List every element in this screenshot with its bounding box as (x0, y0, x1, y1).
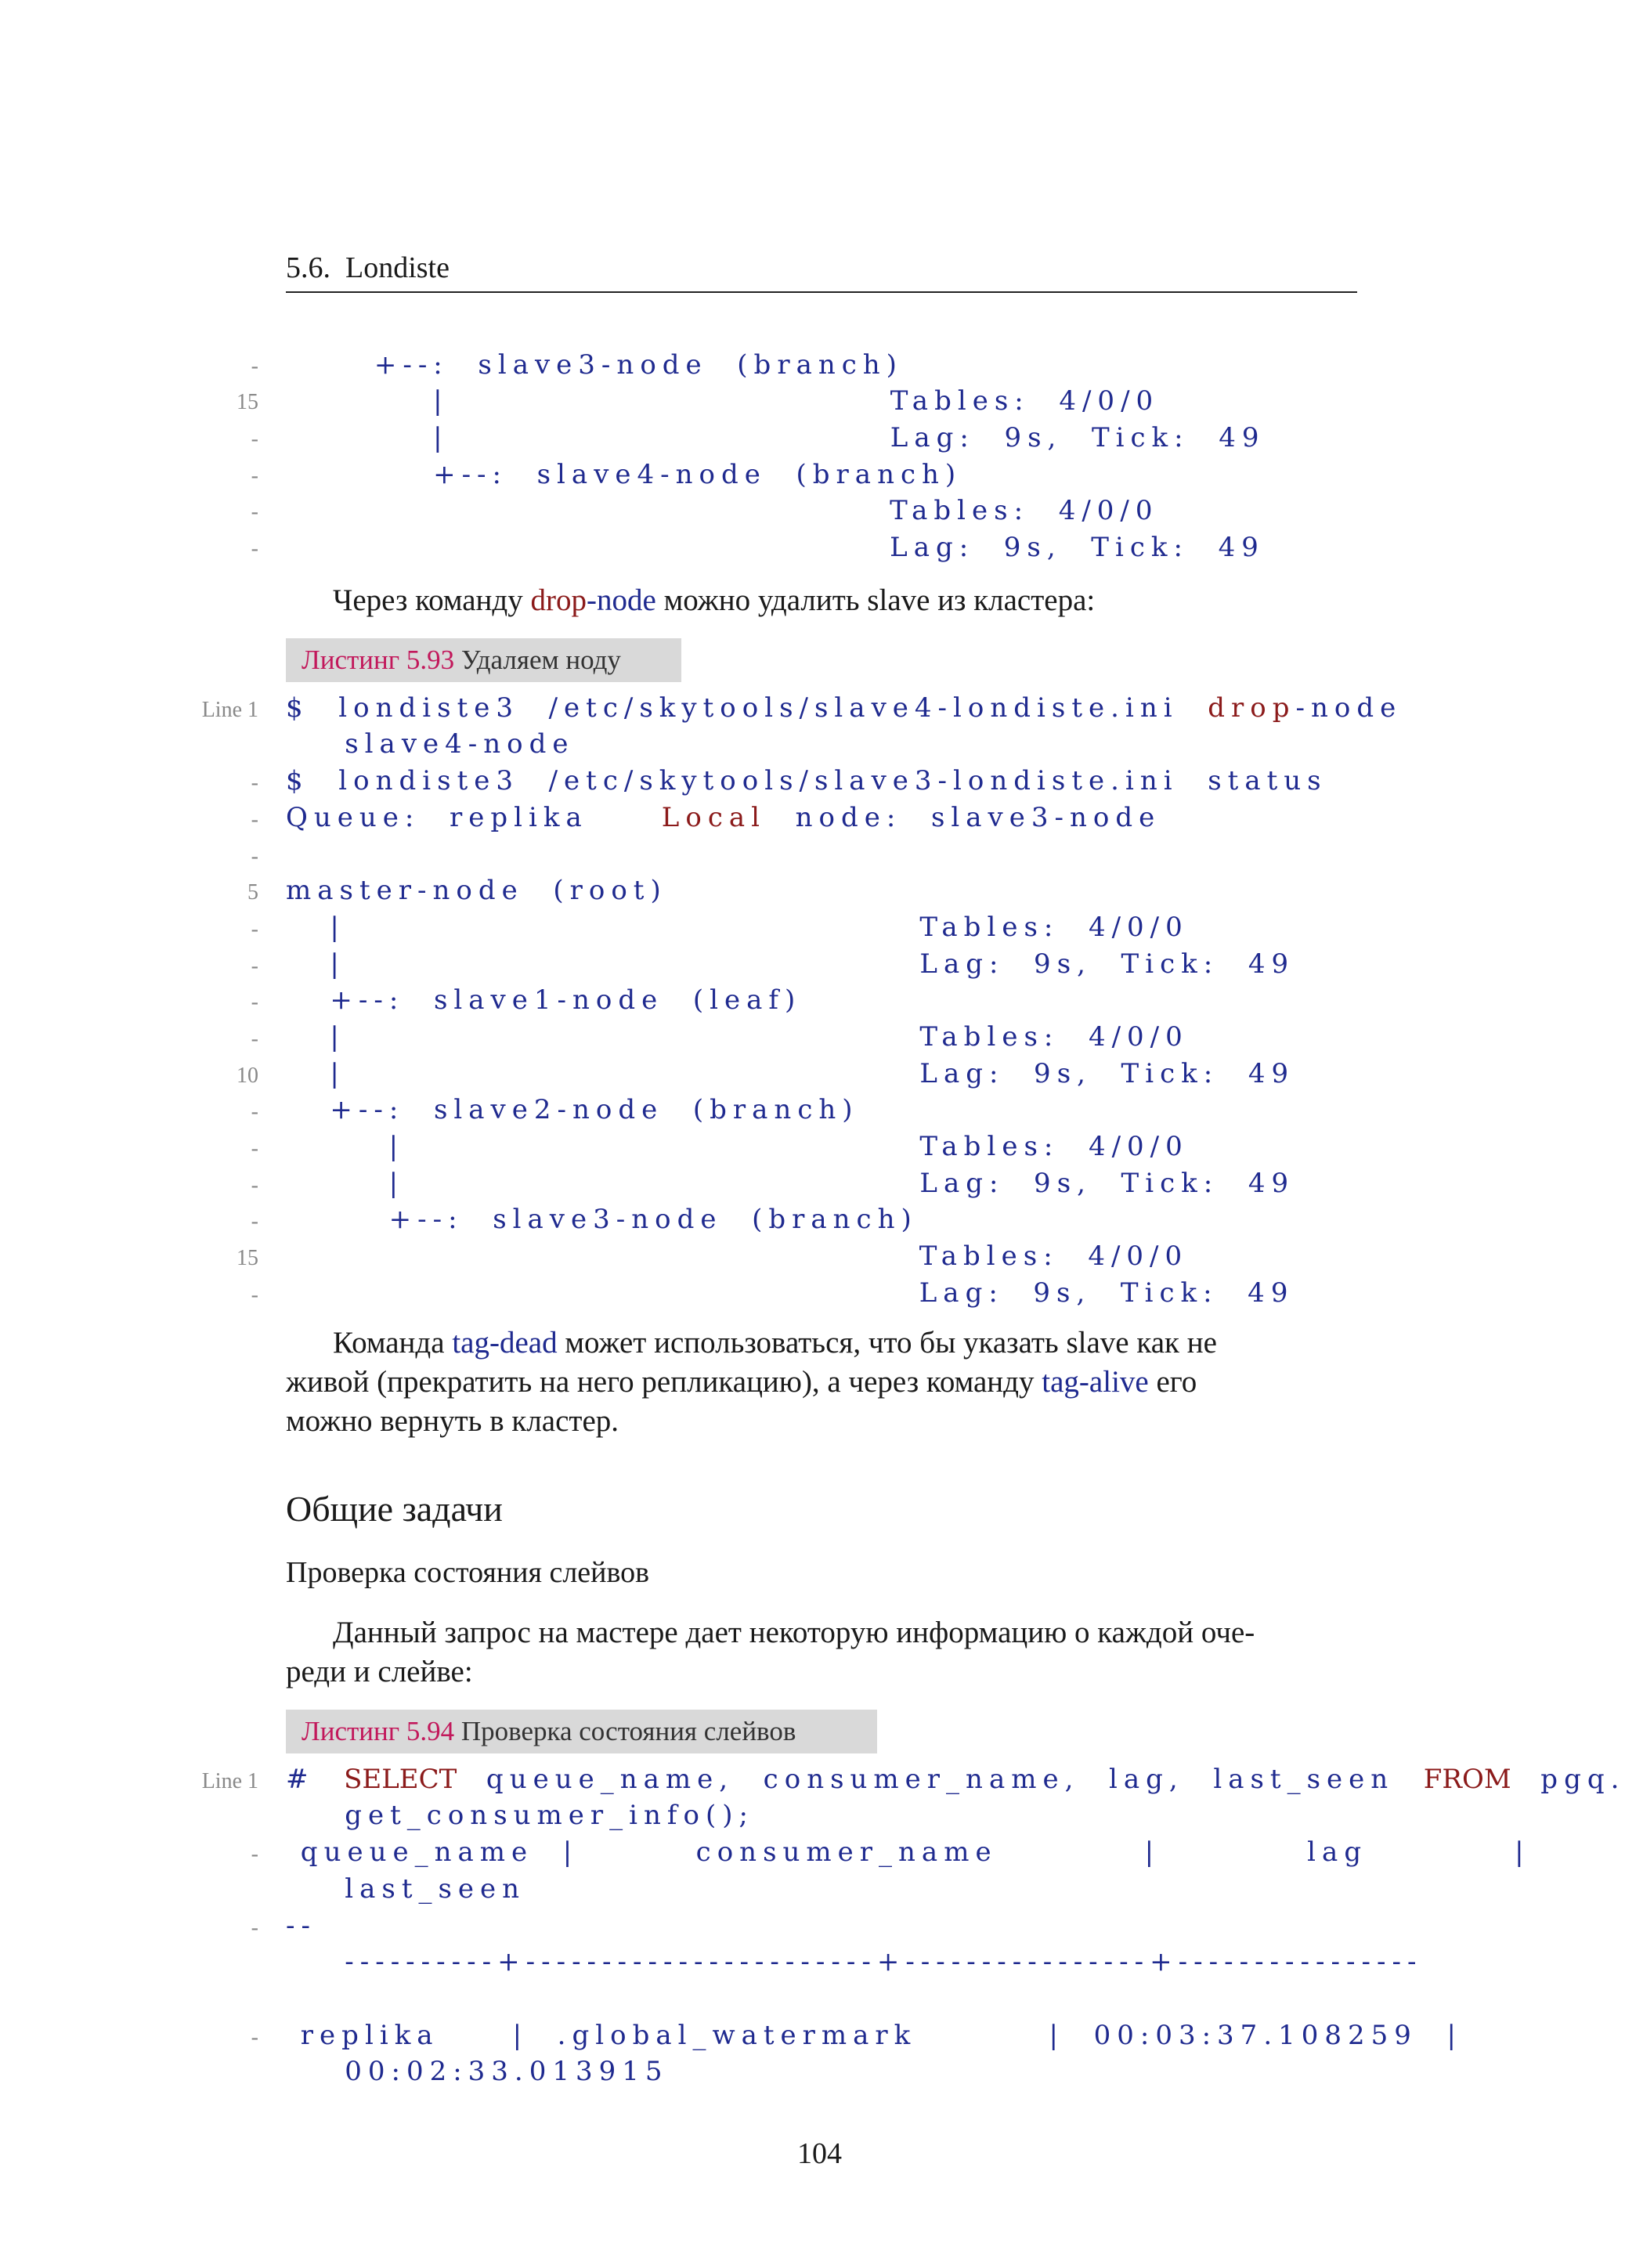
code-line: get_consumer_info(); (286, 1800, 754, 1831)
code-line: +--: slave4-node (branch) (286, 459, 962, 490)
inline-command: tag-dead (452, 1326, 558, 1360)
line-number: 10 (237, 1064, 258, 1088)
line-number: - (251, 500, 258, 524)
line-number: - (251, 427, 258, 451)
paragraph-line: реди и слейве: (286, 1655, 473, 1688)
line-number: 15 (237, 390, 258, 414)
line-number: - (251, 1209, 258, 1233)
code-line: Tables: 4/0/0 (286, 1241, 1189, 1272)
listing-caption (286, 638, 681, 682)
code-line: $ londiste3 /etc/skytools/slave4-londiste.ini drop-node (286, 692, 1403, 724)
line-number: - (251, 917, 258, 941)
section-title: Общие задачи (286, 1489, 503, 1529)
line-number: - (251, 771, 258, 795)
paragraph-line: Данный запрос на мастере дает некоторую информацию о каждой оче- (333, 1616, 1255, 1649)
line-number: - (251, 1916, 258, 1940)
line-number: - (251, 1173, 258, 1197)
running-header: 5.6. Londiste (286, 251, 450, 284)
code-line: | Lag: 9s, Tick: 49 (286, 1058, 1295, 1089)
line-number: - (251, 354, 258, 378)
code-line: Lag: 9s, Tick: 49 (286, 532, 1265, 563)
code-line: +--: slave2-node (branch) (286, 1094, 859, 1125)
listing-label: Листинг 5.94 (302, 1716, 455, 1746)
code-line: | Lag: 9s, Tick: 49 (286, 948, 1295, 980)
line-number: - (251, 2025, 258, 2050)
paragraph-line: живой (прекратить на него репликацию), а через команду tag-alive его (286, 1365, 1197, 1399)
paragraph-line: можно вернуть в кластер. (286, 1404, 619, 1438)
listing-caption (286, 1710, 877, 1753)
code-line: Tables: 4/0/0 (286, 495, 1159, 526)
subsection-title: Проверка состояния слейвов (286, 1556, 650, 1589)
inline-command: alive (1089, 1365, 1149, 1399)
code-line: # SELECT queue_name, consumer_name, lag, last_seen FROM pgq. (286, 1764, 1625, 1795)
code-line: $ londiste3 /etc/skytools/slave3-londiste.ini status (286, 765, 1327, 796)
line-number: - (251, 1136, 258, 1161)
line-number: - (251, 1100, 258, 1124)
line-number: Line 1 (201, 1769, 258, 1793)
inline-command: tag- (1042, 1365, 1089, 1399)
line-number: Line 1 (201, 698, 258, 722)
inline-command: drop (530, 583, 587, 617)
code-line: ----------+-----------------------+----------------+---------------- (286, 1946, 1423, 1977)
code-line: queue_name | consumer_name | lag | (286, 1836, 1530, 1868)
line-number: - (251, 954, 258, 978)
line-number: - (251, 1842, 258, 1866)
line-number: - (251, 536, 258, 561)
listing-caption-text: Проверка состояния слейвов (454, 1716, 796, 1746)
line-number: - (251, 807, 258, 832)
code-line: | Lag: 9s, Tick: 49 (286, 1168, 1295, 1199)
listing-label: Листинг 5.93 (302, 645, 455, 675)
code-line: | Tables: 4/0/0 (286, 1131, 1189, 1162)
line-number: - (251, 1027, 258, 1051)
code-line: +--: slave1-node (leaf) (286, 984, 802, 1016)
paragraph-drop-node: Через команду drop-node можно удалить slave из кластера: (333, 583, 1096, 617)
listing-caption-text: Удаляем ноду (454, 645, 621, 675)
code-line: | Tables: 4/0/0 (286, 385, 1160, 417)
line-number: - (251, 1283, 258, 1307)
code-line: | Tables: 4/0/0 (286, 912, 1189, 943)
line-number: 15 (237, 1246, 258, 1270)
line-number: - (251, 464, 258, 488)
code-line: | Lag: 9s, Tick: 49 (286, 422, 1266, 453)
inline-command: -node (587, 583, 656, 617)
code-line: 00:02:33.013915 (286, 2056, 669, 2087)
code-line: replika | .global_watermark | 00:03:37.108259 | (286, 2020, 1462, 2051)
page-number: 104 (797, 2137, 842, 2170)
code-line: Queue: replika Local node: slave3-node (286, 802, 1161, 833)
code-line: Lag: 9s, Tick: 49 (286, 1277, 1295, 1309)
code-line: -- (286, 1910, 316, 1941)
line-number: - (251, 990, 258, 1014)
line-number: 5 (247, 880, 258, 905)
line-number: - (251, 844, 258, 869)
code-line: slave4-node (286, 728, 575, 760)
code-line: | Tables: 4/0/0 (286, 1021, 1189, 1053)
paragraph-line: Команда tag-dead может использоваться, что бы указать slave как не (333, 1326, 1217, 1360)
code-line: last_seen (286, 1873, 526, 1905)
code-line: +--: slave3-node (branch) (286, 349, 903, 381)
code-line: +--: slave3-node (branch) (286, 1204, 918, 1235)
header-rule (286, 291, 1357, 293)
code-line: master-node (root) (286, 875, 667, 906)
